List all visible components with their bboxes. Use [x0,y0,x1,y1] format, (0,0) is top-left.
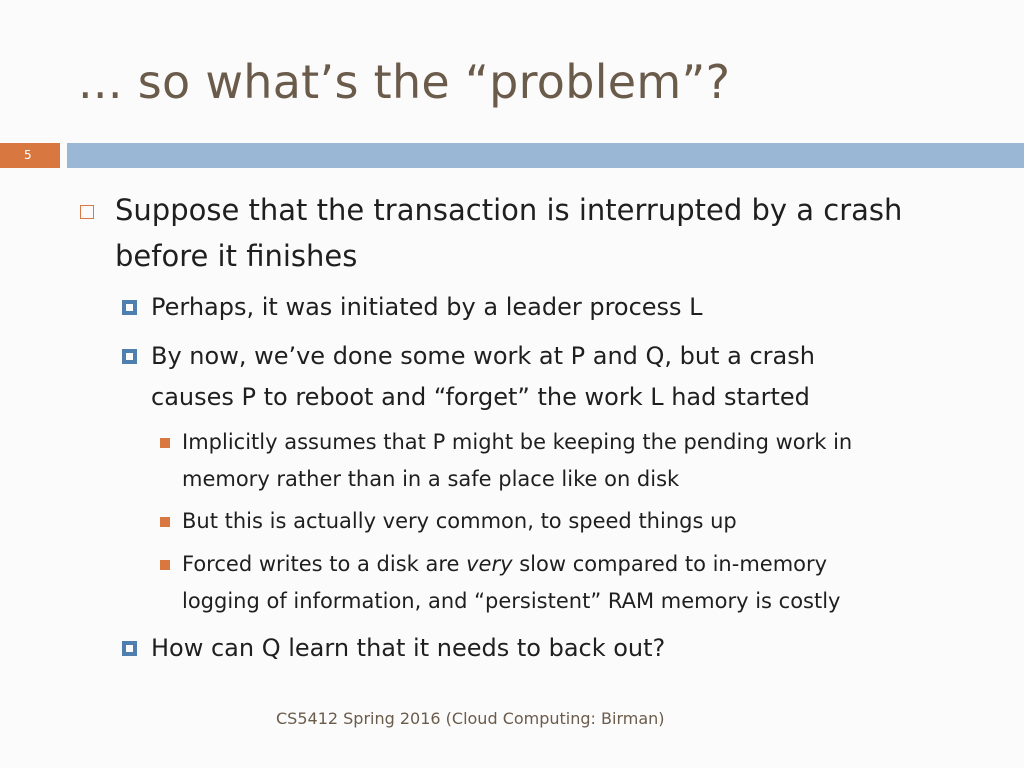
filled-square-bullet-icon [160,438,170,448]
square-bullet-icon [122,300,137,315]
filled-square-bullet-icon [160,560,170,570]
text-run: slow compared to in-memory [512,552,828,576]
sub-bullet-text: Perhaps, it was initiated by a leader process L [151,293,703,321]
sub-bullet-text: By now, we’ve done some work at P and Q, but a crash [151,342,815,370]
square-bullet-icon [122,349,137,364]
sub-sub-bullet-text: logging of information, and “persistent” RAM memory is costly [182,589,841,613]
hollow-square-bullet-icon [80,205,94,219]
sub-sub-bullet-text: But this is actually very common, to speed things up [182,509,737,533]
bullet-text: before it finishes [115,239,358,273]
sub-sub-bullet-text: Implicitly assumes that P might be keeping the pending work in [182,430,853,454]
title-accent-bar [67,143,1024,168]
square-bullet-icon [122,641,137,656]
sub-bullet-text: causes P to reboot and “forget” the work L had started [151,383,810,411]
sub-sub-bullet-text [182,546,827,583]
sub-sub-bullet-text: memory rather than in a safe place like on disk [182,467,680,491]
slide-title: ... so what’s the “problem”? [78,55,731,109]
emphasis-text: very [466,552,513,576]
text-run: Forced writes to a disk are [182,552,467,576]
slide-footer: CS5412 Spring 2016 (Cloud Computing: Birman) [276,709,665,728]
sub-bullet-text: How can Q learn that it needs to back out? [151,634,666,662]
slide-number: 5 [0,143,60,168]
filled-square-bullet-icon [160,517,170,527]
bullet-text: Suppose that the transaction is interrupted by a crash [115,193,903,227]
